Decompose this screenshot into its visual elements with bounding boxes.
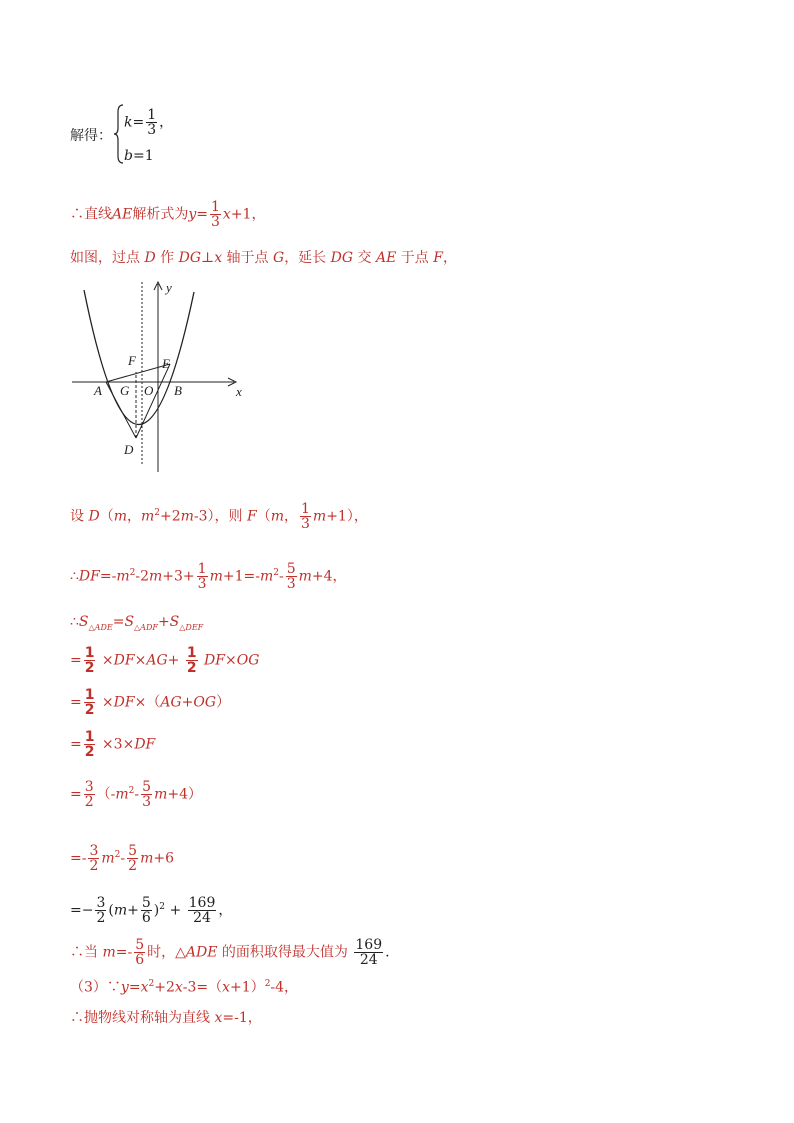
area-vertex-form: =− $\frac{3}{2}$ (m+ $\frac{5}{6}$ )$^2$ + $\frac{169}{24}$ ， (70, 895, 233, 926)
symmetry-axis-text: ∴抛物线对称轴为直线 x=-1， (70, 1010, 262, 1026)
y-axis (154, 282, 162, 472)
area-step-3: = $\frac{1}{2}$ ×3×DF (70, 729, 156, 760)
area-step-2: = $\frac{1}{2}$ ×DF×（AG+OG） (70, 687, 231, 718)
label-f: F (128, 353, 136, 368)
label-g: G (120, 383, 130, 398)
max-area-conclusion: ∴当 m=- $\frac{5}{6}$ 时，△ADE 的面积取得最大值为 $\frac{169}{24}$ . (70, 937, 390, 968)
parabola-curve (84, 290, 194, 425)
area-step-5: =- $\frac{3}{2}$ $m^2-$ $\frac{5}{2}$ m+6 (70, 843, 174, 874)
construction-text: 如图，过点 D 作 DG⊥x 轴于点 G，延长 DG 交 AE 于点 F， (70, 250, 457, 266)
df-length: $\therefore DF=-m^2-2m+3+$ $\frac{1}{3}$ $m+1=-m^2-$ $\frac{5}{3}$ m+4， (70, 561, 347, 592)
brace-icon (114, 104, 124, 164)
area-step-1: = $\frac{1}{2}$ ×DF×AG+ $\frac{1}{2}$ DF×OG (70, 645, 260, 676)
parabola-graph (66, 278, 256, 478)
segment-ae (106, 364, 170, 382)
label-a: A (94, 383, 102, 398)
segment-de (136, 364, 170, 438)
set-d-f: 设 D（m，$m^2+2m-3$），则 F（m， $\frac{1}{3}$ m+1）， (70, 501, 368, 532)
label-o: O (144, 383, 154, 398)
label-y: y (166, 280, 172, 295)
system-row-k: k= $\frac{1}{3}$ ， (124, 107, 174, 138)
solution-system (70, 126, 112, 146)
label-d: D (124, 442, 134, 457)
label-x: x (236, 384, 242, 399)
area-sum: $\therefore S_{\triangle ADE}=S_{\triangle ADF}+S_{\triangle DEF}$ (70, 614, 204, 632)
label-b: B (174, 383, 182, 398)
area-step-4: = $\frac{3}{2}$ （$-m^2-$ $\frac{5}{3}$ m+4） (70, 779, 202, 810)
line-ae-equation: ∴直线AE解析式为y= $\frac{1}{3}$ x+1， (70, 199, 266, 230)
label-e: E (162, 356, 170, 371)
solution-prefix: 解得： (70, 128, 112, 144)
system-row-b: b=1 (124, 148, 154, 164)
part-3-vertex: $(3)\because y=x^2+2x-3=(x+1)^2-4$， (70, 979, 299, 996)
